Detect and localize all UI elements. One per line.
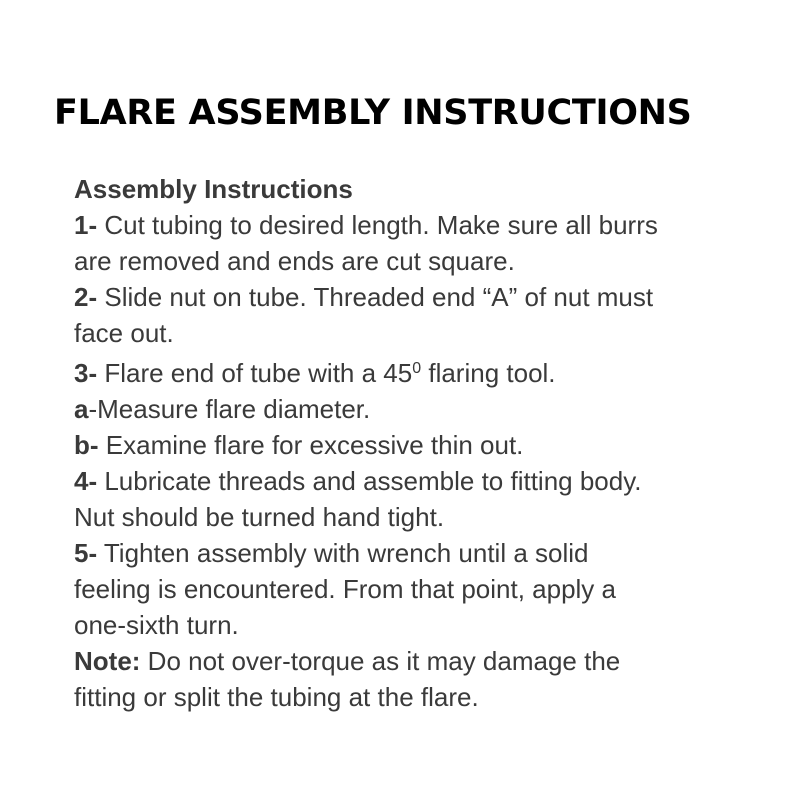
- step-2-text: Slide nut on tube. Threaded end “A” of nut must: [97, 282, 654, 312]
- step-4-line-1: [74, 463, 774, 499]
- step-b-text: Examine flare for excessive thin out.: [98, 430, 524, 460]
- instructions-heading: Assembly Instructions: [74, 174, 353, 204]
- step-a-line-1: [74, 391, 774, 427]
- step-4-line-2: Nut should be turned hand tight.: [74, 502, 445, 532]
- step-1-line-1: [74, 207, 774, 243]
- step-1-line-2: are removed and ends are cut square.: [74, 246, 515, 276]
- step-a-prefix: a: [74, 394, 89, 424]
- step-b-line-1: [74, 427, 774, 463]
- step-1-text: Cut tubing to desired length. Make sure all burrs: [97, 210, 658, 240]
- step-3-text-end: flaring tool.: [421, 358, 556, 388]
- step-5-line-3: one-sixth turn.: [74, 610, 239, 640]
- note-line-2: fitting or split the tubing at the flare.: [74, 682, 479, 712]
- step-2-line-1: [74, 279, 774, 315]
- step-2-line-2: face out.: [74, 318, 174, 348]
- step-5-line-2: feeling is encountered. From that point, apply a: [74, 574, 616, 604]
- step-3-line-1: [74, 351, 774, 391]
- note-line-1: [74, 643, 774, 679]
- step-3-prefix: 3-: [74, 358, 98, 388]
- step-3-text: Flare end of tube with a 45: [97, 358, 413, 388]
- step-2-prefix: 2-: [74, 282, 98, 312]
- step-5-text: Tighten assembly with wrench until a solid: [97, 538, 589, 568]
- page-title: FLARE ASSEMBLY INSTRUCTIONS: [54, 93, 692, 133]
- step-b-prefix: b-: [74, 430, 99, 460]
- note-prefix: Note:: [74, 646, 141, 676]
- step-a-text: -Measure flare diameter.: [88, 394, 371, 424]
- note-text: Do not over-torque as it may damage the: [140, 646, 621, 676]
- step-5-line-1: [74, 535, 774, 571]
- instructions-block: [74, 171, 774, 715]
- step-4-text: Lubricate threads and assemble to fitting body.: [97, 466, 642, 496]
- step-4-prefix: 4-: [74, 466, 98, 496]
- degree-superscript: 0: [412, 360, 422, 377]
- step-5-prefix: 5-: [74, 538, 98, 568]
- step-1-prefix: 1-: [74, 210, 98, 240]
